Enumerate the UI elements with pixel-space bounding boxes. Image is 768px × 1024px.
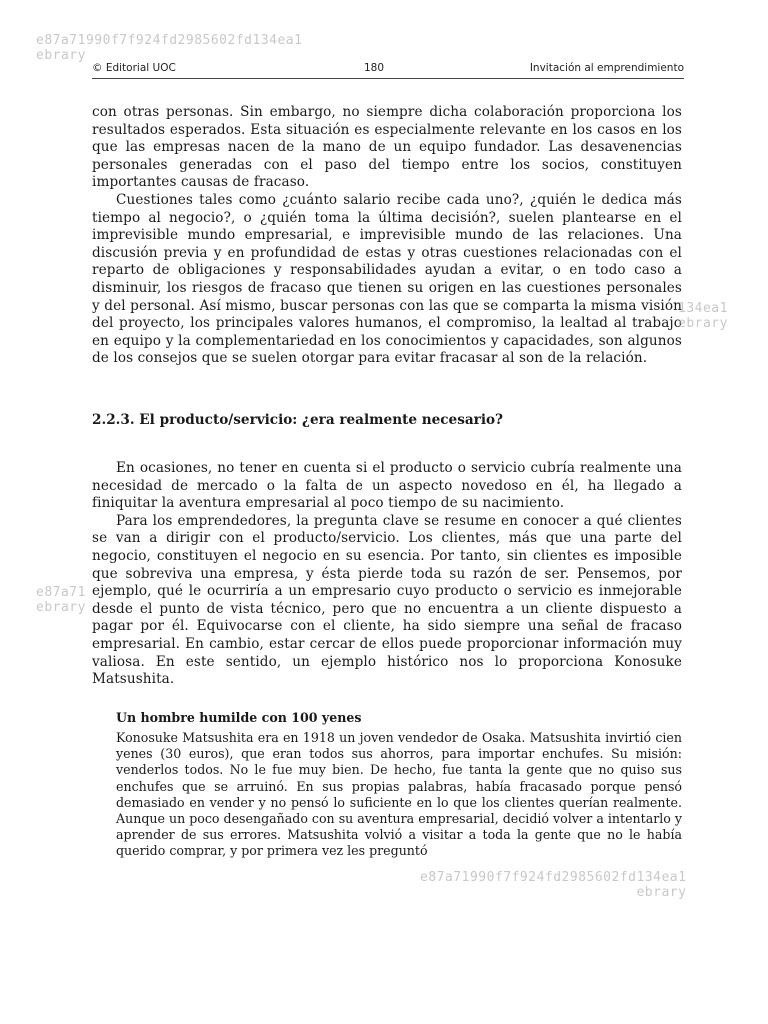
watermark-hash: e87a71990f7f924fd2985602fd134ea1 [36,33,303,48]
paragraph: Cuestiones tales como ¿cuánto salario recibe cada uno?, ¿quién le dedica más tiempo al negocio?, o ¿quién toma la última decisión?, suelen plantearse en el imprevisible mundo empresarial, e imprevisible mundo de las relaciones. Una discusión previa y en profundidad de estas y otras cuestiones relacionadas con el reparto de obligaciones y responsabilidades ayudan a evitar, o en todo caso a disminuir, los riesgos de fracaso que tienen su origen en las cuestiones personales y del personal. Así mismo, buscar personas con las que se comparta la misma visión del proyecto, los principales valores humanos, el compromiso, la lealtad al trabajo en equipo y la complementariedad en los conocimientos y capacidades, son algunos de los consejos que se suelen otorgar para evitar fracasar al son de la relación. [92,191,682,367]
watermark-hash: e87a71 [36,585,86,600]
watermark-mid-left [36,585,86,615]
watermark-hash: 134ea1 [678,301,728,316]
watermark-hash: e87a71990f7f924fd2985602fd134ea1 [420,870,687,885]
body-block-2 [92,460,682,689]
paragraph: Para los emprendedores, la pregunta clave se resume en conocer a qué clientes se van a dirigir con el producto/servicio. Los clientes, más que una parte del negocio, constituyen el negocio en su esencia. Por tanto, sin clientes es imposible que sobreviva una empresa, y ésta pierde toda su razón de ser. Pensemos, por ejemplo, qué le ocurriría a un empresario cuyo producto o servicio es inmejorable desde el punto de vista técnico, pero que no encuentra a un cliente dispuesto a pagar por él. Equivocarse con el cliente, ha sido siempre una señal de fracaso empresarial. En cambio, estar cercar de ellos puede proporcionar información muy valiosa. En este sentido, un ejemplo histórico nos lo proporciona Konosuke Matsushita. [92,512,682,688]
publisher: © Editorial UOC [92,62,176,74]
paragraph: con otras personas. Sin embargo, no siempre dicha colaboración proporciona los resultados esperados. Esta situación es especialmente relevante en los casos en los que las empresas nacen de la mano de un equipo fundador. Las desavenencias personales generadas con el paso del tiempo entre los socios, constituyen importantes causas de fracaso. [92,104,682,191]
watermark-top [36,33,302,63]
book-title: Invitación al emprendimiento [529,62,684,74]
box-paragraph: Konosuke Matsushita era en 1918 un joven vendedor de Osaka. Matsushita invirtió cien yenes (30 euros), que eran todos sus ahorros, para importar enchufes. Su misión: venderlos todos. No le fue muy bien. De hecho, fue tanta la gente que no quiso sus enchufes que se arruinó. En sus propias palabras, había fracasado porque pensó demasiado en vender y no pensó lo suficiente en lo que los clientes querían realmente. Aunque un poco desengañado con su aventura empresarial, decidió volver a intentarlo y aprender de sus errores. Matsushita volvió a visitar a toda la gente que no le había querido comprar, y por primera vez les preguntó [116,730,682,859]
watermark-brand: ebrary [36,600,86,615]
watermark-brand: ebrary [36,48,86,63]
watermark-brand: ebrary [636,885,687,900]
box-heading: Un hombre humilde con 100 yenes [116,710,362,725]
body-block-1 [92,104,682,368]
paragraph: En ocasiones, no tener en cuenta si el producto o servicio cubría realmente una necesidad de mercado o la falta de un aspecto novedoso en él, ha llegado a finiquitar la aventura empresarial al poco tiempo de su nacimiento. [92,460,682,512]
watermark-bottom [420,870,686,900]
page-header [92,62,684,79]
section-heading: 2.2.3. El producto/servicio: ¿era realmente necesario? [92,412,504,428]
page-number: 180 [364,62,385,74]
box-text [116,730,682,860]
watermark-brand: ebrary [678,316,728,331]
watermark-mid-right [678,301,728,331]
